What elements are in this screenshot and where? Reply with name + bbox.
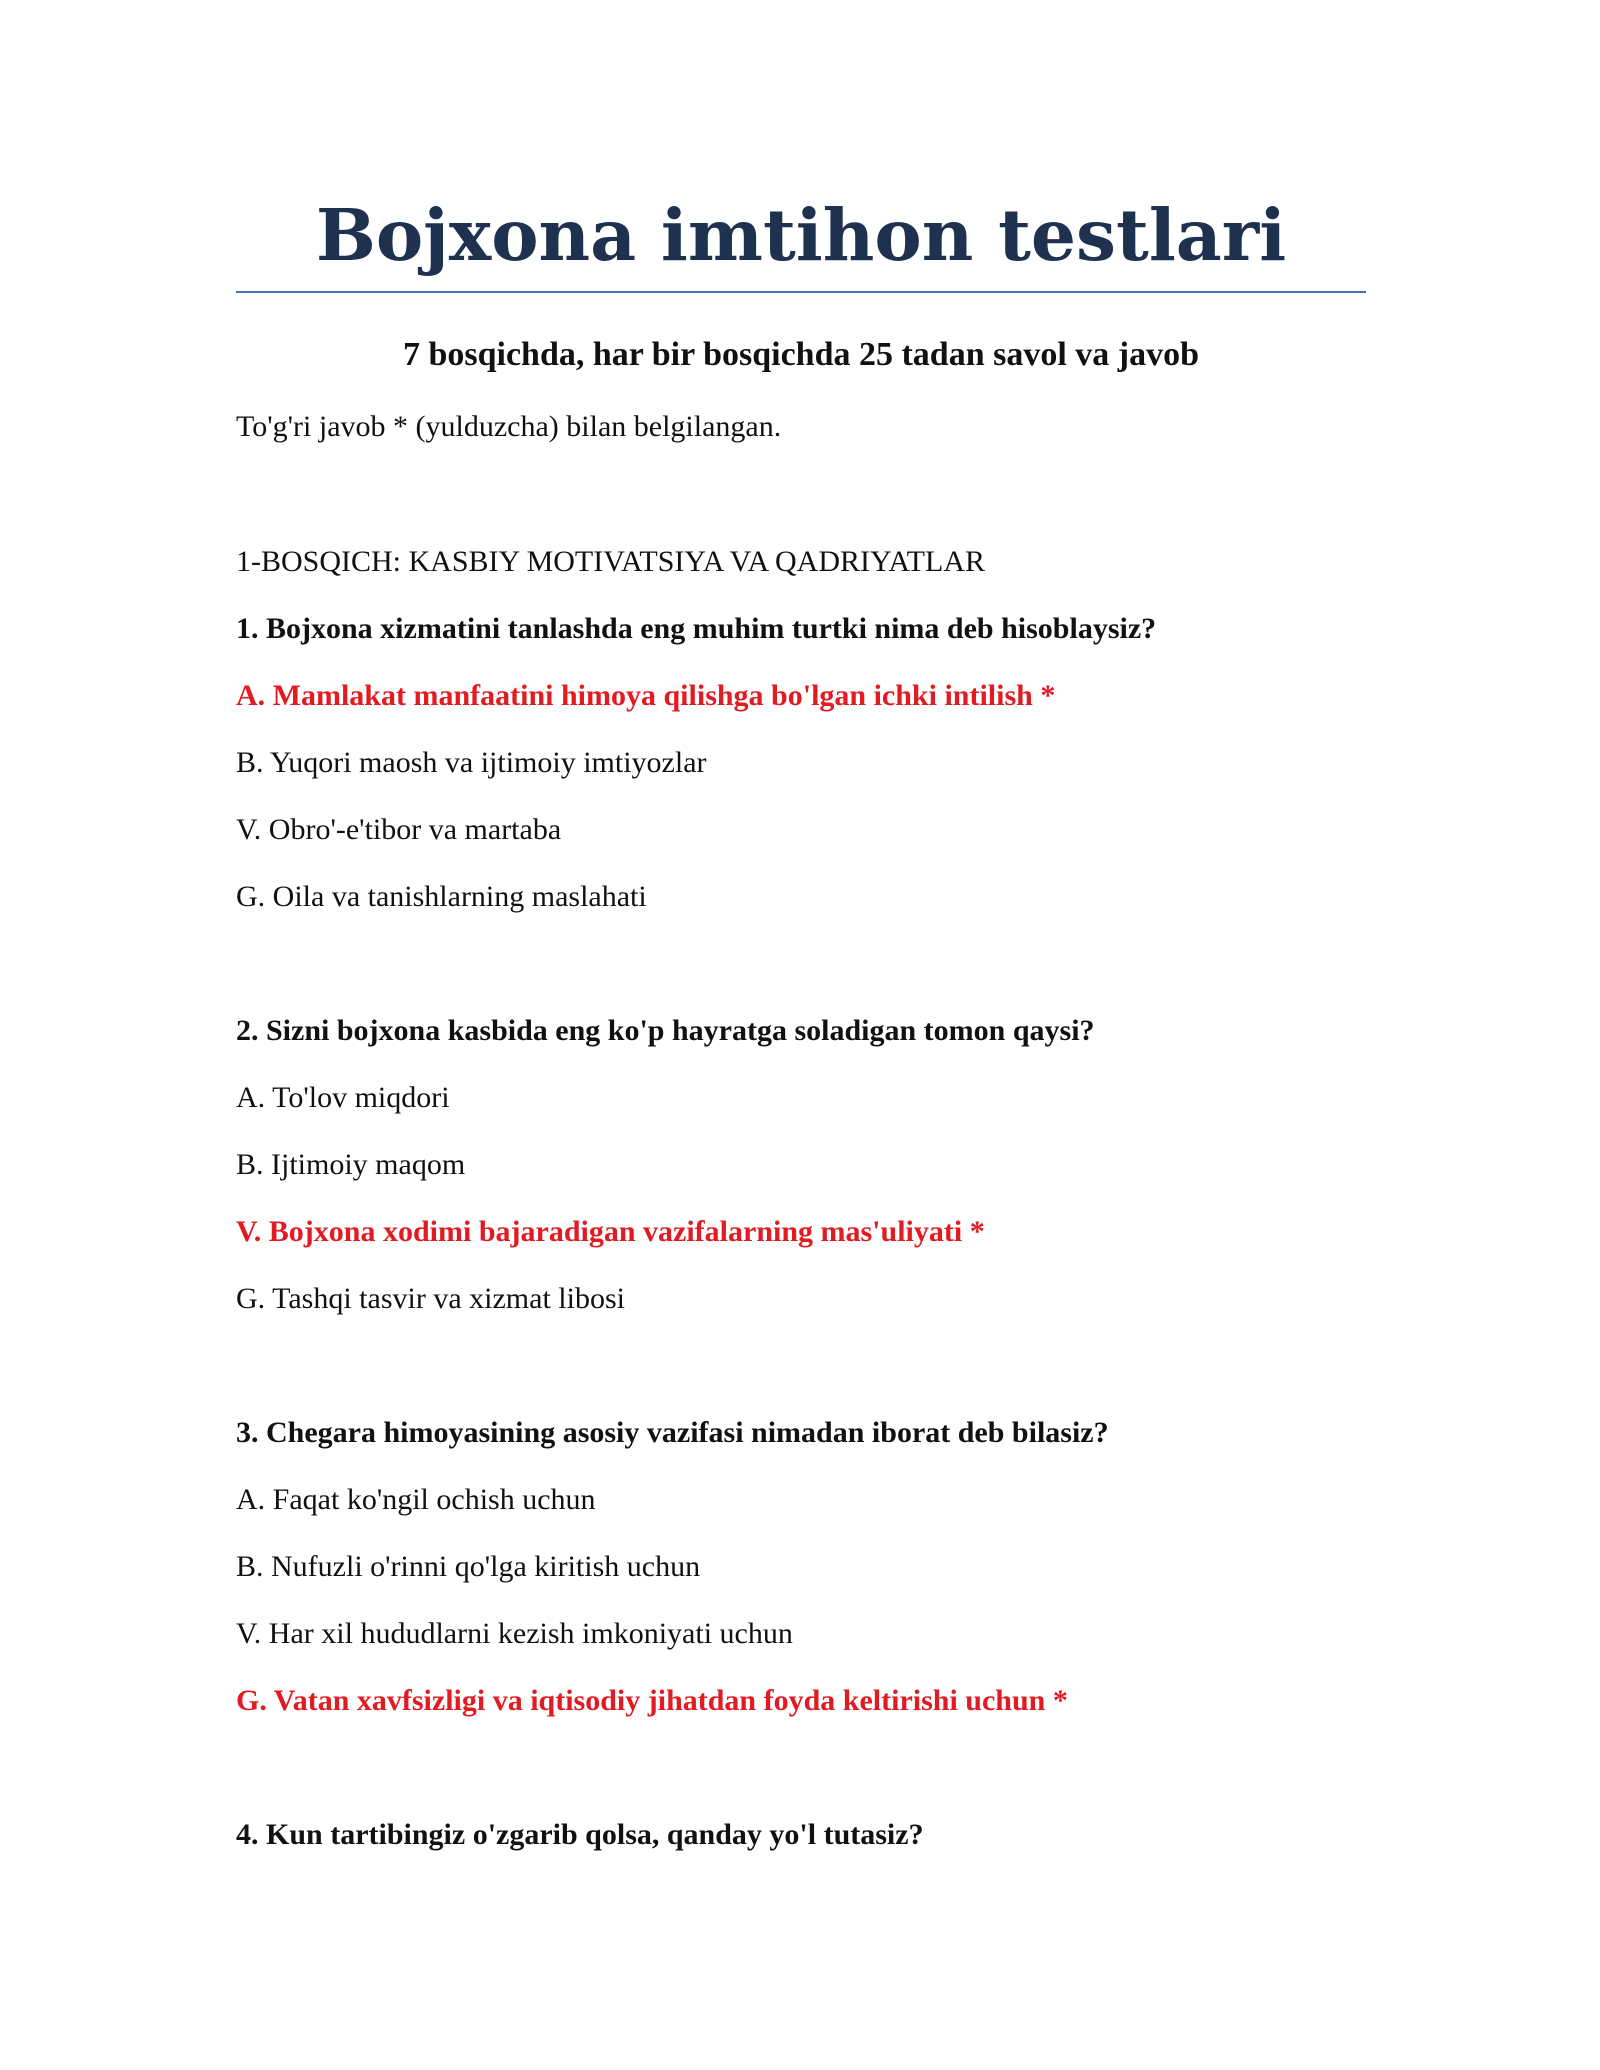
question-3-option-v: V. Har xil hududlarni kezish imkoniyati uchun xyxy=(236,1617,793,1650)
question-1-option-g: G. Oila va tanishlarning maslahati xyxy=(236,880,647,913)
title-underline xyxy=(236,291,1366,293)
question-3-option-b: B. Nufuzli o'rinni qo'lga kiritish uchun xyxy=(236,1550,701,1583)
question-3-option-g-correct: G. Vatan xavfsizligi va iqtisodiy jihatdan foyda keltirishi uchun * xyxy=(236,1684,1068,1717)
question-3-option-a: A. Faqat ko'ngil ochish uchun xyxy=(236,1483,596,1516)
question-1-option-a-correct: A. Mamlakat manfaatini himoya qilishga bo'lgan ichki intilish * xyxy=(236,679,1056,712)
question-2-option-v-correct: V. Bojxona xodimi bajaradigan vazifalarning mas'uliyati * xyxy=(236,1215,985,1248)
question-1-option-b: B. Yuqori maosh va ijtimoiy imtiyozlar xyxy=(236,746,707,779)
question-2-option-a: A. To'lov miqdori xyxy=(236,1081,450,1114)
question-2-option-g: G. Tashqi tasvir va xizmat libosi xyxy=(236,1282,625,1315)
question-4: 4. Kun tartibingiz o'zgarib qolsa, qanday yo'l tutasiz? xyxy=(236,1818,924,1851)
question-2: 2. Sizni bojxona kasbida eng ko'p hayratga soladigan tomon qaysi? xyxy=(236,1014,1095,1047)
question-2-option-b: B. Ijtimoiy maqom xyxy=(236,1148,466,1181)
question-1-option-v: V. Obro'-e'tibor va martaba xyxy=(236,813,562,846)
document-title: Bojxona imtihon testlari xyxy=(315,193,1287,277)
answer-key-note: To'g'ri javob * (yulduzcha) bilan belgilangan. xyxy=(236,410,782,443)
document-subtitle: 7 bosqichda, har bir bosqichda 25 tadan savol va javob xyxy=(402,336,1200,373)
question-1: 1. Bojxona xizmatini tanlashda eng muhim turtki nima deb hisoblaysiz? xyxy=(236,612,1157,645)
section-title: 1-BOSQICH: KASBIY MOTIVATSIYA VA QADRIYATLAR xyxy=(236,545,985,578)
question-3: 3. Chegara himoyasining asosiy vazifasi nimadan iborat deb bilasiz? xyxy=(236,1416,1109,1449)
